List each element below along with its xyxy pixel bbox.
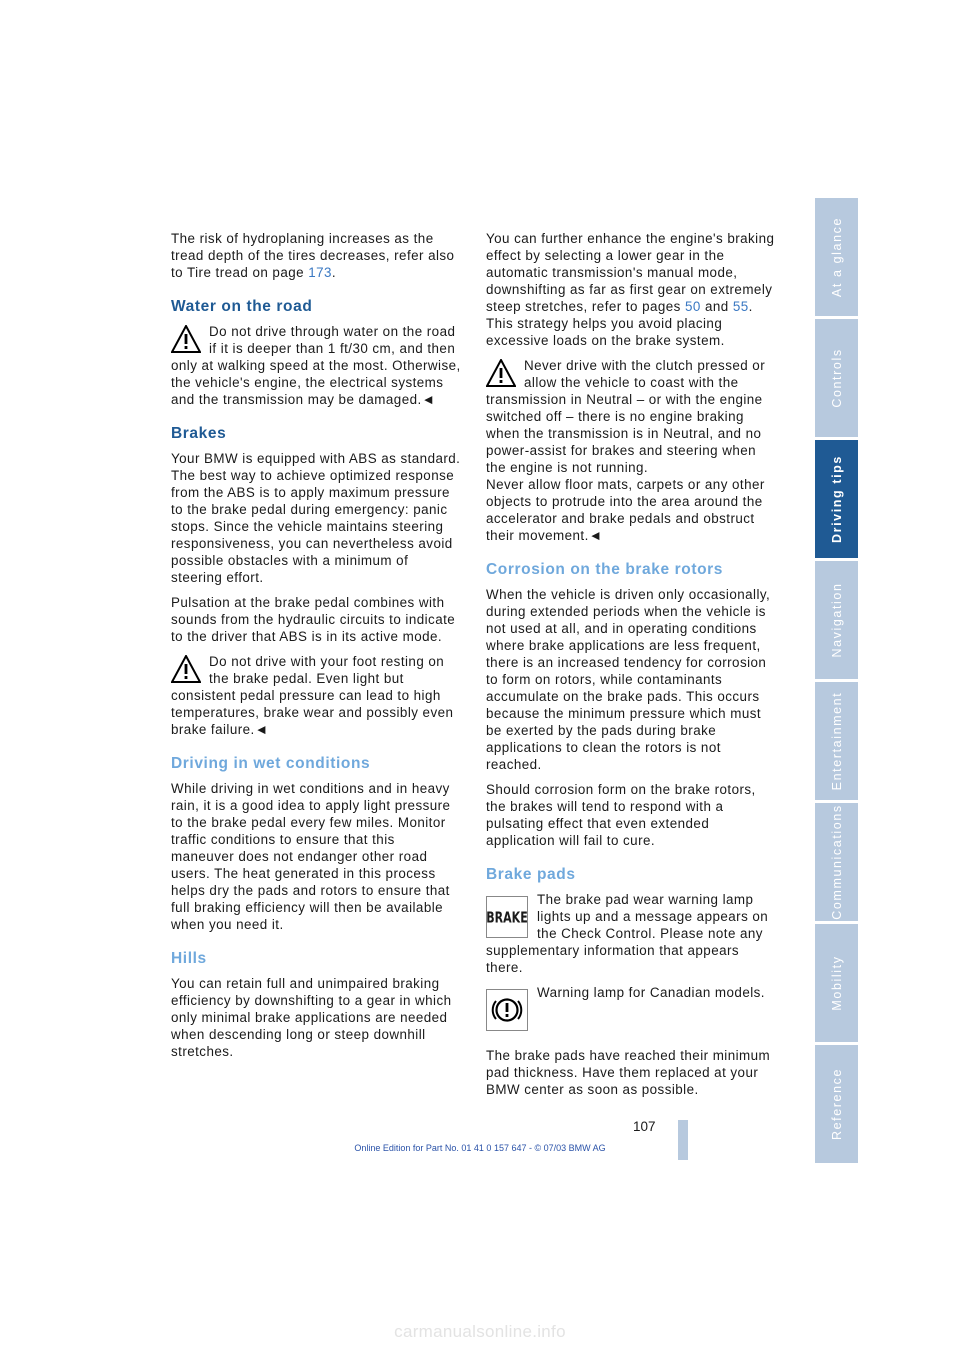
page-link-50[interactable]: 50 [685, 299, 701, 314]
page-link-55[interactable]: 55 [732, 299, 749, 314]
watermark: carmanualsonline.info [394, 1322, 566, 1341]
canada-lamp-note: Warning lamp for Canadian models. [486, 984, 776, 1033]
tab-communications[interactable]: Communications [815, 803, 858, 921]
heading-corrosion: Corrosion on the brake rotors [486, 561, 724, 578]
warning-triangle-icon [486, 359, 516, 389]
tab-controls[interactable]: Controls [815, 319, 858, 437]
tab-mobility[interactable]: Mobility [815, 924, 858, 1042]
warning-clutch: Never drive with the clutch pressed or allow the vehicle to coast with the transmission in Neutral – or with the engine switched off – there is no engine braking when the transmission is in Neutral, and no power-assist for brakes and steering when the engine is not running. Never allow floor mats, carpets or any other objects to protrude into the area around the accelerator and brake pedals and obstruct their movement.◄ [486, 358, 766, 543]
heading-wet-conditions: Driving in wet conditions [171, 755, 371, 772]
heading-hills: Hills [171, 950, 207, 967]
paragraph-corrosion-2: Should corrosion form on the brake rotors, the brakes will tend to respond with a pulsating effect that even extended application will fail to cure. [486, 782, 756, 848]
paragraph-hills: You can retain full and unimpaired braking efficiency by downshifting to a gear in which only minimal brake applications are needed when descending long or steep downhill stretches. [171, 976, 452, 1059]
chapter-tabs [815, 198, 858, 1166]
paragraph-corrosion-1: When the vehicle is driven only occasionally, during extended periods when the vehicle is not used at all, and in operating conditions where brake applications are less frequent, there is an increased tendency for corrosion to form on rotors, while contaminants accumulate on the brake pads. This occurs because the minimum pressure which must be exerted by the pads during brake applications to clean the rotors is not reached. [486, 587, 771, 772]
right-column [486, 230, 776, 1106]
tab-entertainment[interactable]: Entertainment [815, 682, 858, 800]
warning-brakes: Do not drive with your foot resting on the brake pedal. Even light but consistent pedal pressure can lead to high temperatures, brake wear and possibly even brake failure.◄ [171, 654, 454, 737]
tab-at-a-glance[interactable]: At a glance [815, 198, 858, 316]
paragraph-brakes-pulsation: Pulsation at the brake pedal combines with sounds from the hydraulic circuits to indicate to the driver that ABS is in its active mode. [171, 595, 456, 644]
brake-lamp-note: BRAKE The brake pad wear warning lamp lights up and a message appears on the Check Control. Please note any supplementary information that appears there. [486, 892, 769, 975]
paragraph-engine-braking: You can further enhance the engine's braking effect by selecting a lower gear in the automatic transmission's manual mode, downshifting as far as first gear on extremely steep stretches, refer to pages 50 and 55. This strategy helps you avoid placing excessive loads on the brake system. [486, 231, 775, 348]
exclamation-circle-lamp-icon [486, 989, 528, 1031]
heading-water-on-road: Water on the road [171, 298, 313, 315]
footer-edition-line: Online Edition for Part No. 01 41 0 157 647 - © 07/03 BMW AG [354, 1143, 606, 1153]
tab-driving-tips[interactable]: Driving tips [815, 440, 858, 558]
warning-water: Do not drive through water on the road if it is deeper than 1 ft/30 cm, and then only at walking speed at the most. Otherwise, the vehicle's engine, the electrical systems and the transmission may be damaged.◄ [171, 324, 461, 407]
brake-warning-lamp-icon: BRAKE [486, 896, 528, 938]
paragraph-pads-end: The brake pads have reached their minimum pad thickness. Have them replaced at your BMW center as soon as possible. [486, 1048, 771, 1097]
paragraph-wet-conditions: While driving in wet conditions and in heavy rain, it is a good idea to apply light pressure to the brake pedal every few miles. Monitor traffic conditions to ensure that this maneuver does not endanger other road users. The heat generated in this process helps dry the pads and rotors to ensure that full braking efficiency will then be available when you need it. [171, 781, 451, 932]
left-column [171, 230, 461, 1068]
heading-brakes: Brakes [171, 425, 227, 442]
tab-reference[interactable]: Reference [815, 1045, 858, 1163]
page-number-bar [678, 1120, 688, 1160]
page-link-173[interactable]: 173 [308, 265, 332, 280]
warning-triangle-icon [171, 325, 201, 355]
page-number: 107 [633, 1119, 656, 1134]
warning-triangle-icon [171, 655, 201, 685]
heading-brake-pads: Brake pads [486, 866, 576, 883]
paragraph-brakes-abs: Your BMW is equipped with ABS as standard. The best way to achieve optimized response from the ABS is to apply maximum pressure to the brake pedal during emergency: panic stops. Since the vehicle maintains steering responsiveness, you can nevertheless avoid possible obstacles with a minimum of steering effort. [171, 451, 461, 585]
tab-navigation[interactable]: Navigation [815, 561, 858, 679]
paragraph-hydroplaning: The risk of hydroplaning increases as the tread depth of the tires decreases, refer also to Tire tread on page 173. [171, 231, 455, 280]
